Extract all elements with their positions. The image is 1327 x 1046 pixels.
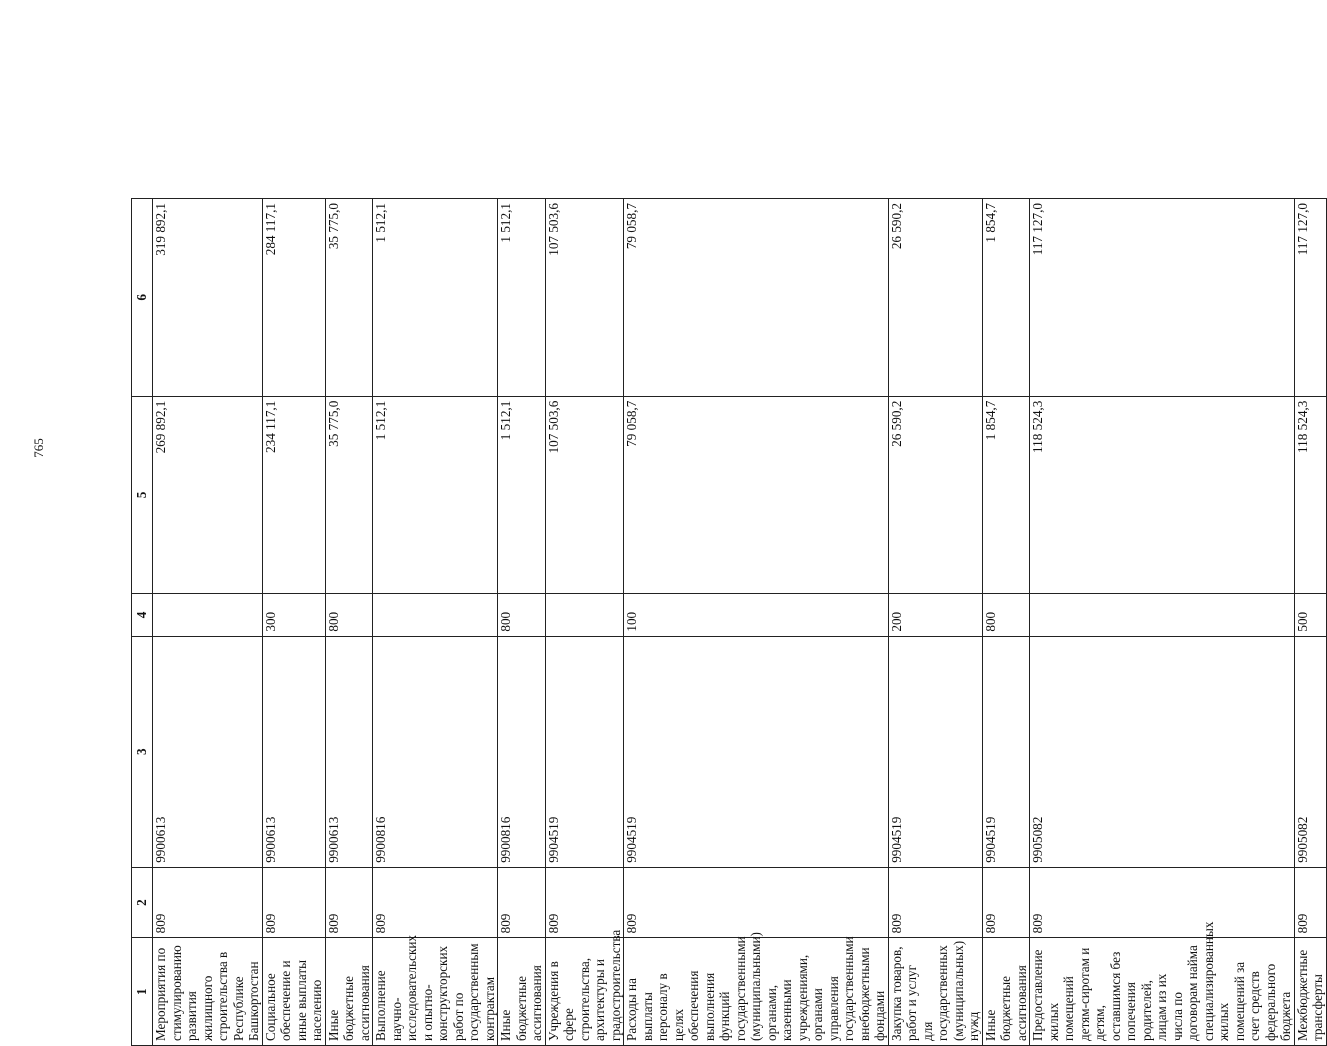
row-total: 35 775,0: [325, 199, 373, 397]
row-total: 1 512,1: [498, 199, 546, 397]
row-expense-type: 800: [325, 594, 373, 636]
row-amount: 1 512,1: [498, 396, 546, 594]
row-amount: 107 503,6: [545, 396, 624, 594]
row-amount: 26 590,2: [888, 396, 982, 594]
row-name: Иные бюджетные ассигнования: [982, 938, 1030, 1046]
row-target-code: 9900816: [498, 636, 546, 867]
row-total: 107 503,6: [545, 199, 624, 397]
row-total: 117 127,0: [1294, 199, 1326, 397]
row-name: Межбюджетные трансферты: [1294, 938, 1326, 1046]
table-row: [262, 199, 325, 1046]
header-col-4: 4: [132, 594, 153, 636]
row-target-code: 9904519: [545, 636, 624, 867]
table-row: [498, 199, 546, 1046]
row-amount: 79 058,7: [624, 396, 889, 594]
row-name: Выполнение научно-исследовательских и опытно-конструкторских работ по государственным контрактам: [373, 938, 498, 1046]
row-target-code: 9900613: [325, 636, 373, 867]
table-row: [982, 199, 1030, 1046]
row-ministry-code: 809: [624, 867, 889, 938]
row-amount: 35 775,0: [325, 396, 373, 594]
table-row: [624, 199, 889, 1046]
row-ministry-code: 809: [1294, 867, 1326, 938]
header-col-6: 6: [132, 199, 153, 397]
row-amount: 1 512,1: [373, 396, 498, 594]
row-target-code: 9900613: [262, 636, 325, 867]
row-amount: 269 892,1: [153, 396, 263, 594]
table-row: [1294, 199, 1326, 1046]
row-ministry-code: 809: [153, 867, 263, 938]
row-total: 79 058,7: [624, 199, 889, 397]
row-expense-type: [545, 594, 624, 636]
row-amount: 118 524,3: [1030, 396, 1295, 594]
header-col-1: 1: [132, 938, 153, 1046]
table-row: [373, 199, 498, 1046]
header-col-3: 3: [132, 636, 153, 867]
header-col-2: 2: [132, 867, 153, 938]
table-row: [325, 199, 373, 1046]
row-ministry-code: 809: [498, 867, 546, 938]
row-expense-type: 200: [888, 594, 982, 636]
row-ministry-code: 809: [373, 867, 498, 938]
table-row: [888, 199, 982, 1046]
table-row: [153, 199, 263, 1046]
row-target-code: 9900613: [153, 636, 263, 867]
row-total: 284 117,1: [262, 199, 325, 397]
row-target-code: 9904519: [982, 636, 1030, 867]
page-number: 765: [31, 438, 46, 458]
row-name: Учреждения в сфере строительства, архитектуры и градостроительства: [545, 938, 624, 1046]
row-total: 1 512,1: [373, 199, 498, 397]
row-total: 1 854,7: [982, 199, 1030, 397]
row-ministry-code: 809: [982, 867, 1030, 938]
row-name: Социальное обеспечение и иные выплаты населению: [262, 938, 325, 1046]
row-amount: 1 854,7: [982, 396, 1030, 594]
table-row: [545, 199, 624, 1046]
row-name: Закупка товаров, работ и услуг для государственных (муниципальных) нужд: [888, 938, 982, 1046]
row-target-code: 9904519: [888, 636, 982, 867]
row-expense-type: 800: [982, 594, 1030, 636]
row-expense-type: [373, 594, 498, 636]
row-name: Предоставление жилых помещений детям-сиротам и детям, оставшимся без попечения родителей, лицам из их числа по договорам найма специализированных жилых помещений за счет средств федерального бюджета: [1030, 938, 1295, 1046]
row-name: Расходы на выплаты персоналу в целях обеспечения выполнения функций государственными (муниципальными) органами, казенными учреждениями, органами управления государственными внебюджетными фондами: [624, 938, 889, 1046]
row-expense-type: [1030, 594, 1295, 636]
row-expense-type: 300: [262, 594, 325, 636]
row-ministry-code: 809: [325, 867, 373, 938]
row-target-code: 9904519: [624, 636, 889, 867]
row-amount: 234 117,1: [262, 396, 325, 594]
row-amount: 118 524,3: [1294, 396, 1326, 594]
budget-table: [131, 198, 1327, 1046]
row-expense-type: 500: [1294, 594, 1326, 636]
row-ministry-code: 809: [1030, 867, 1295, 938]
row-target-code: 9900816: [373, 636, 498, 867]
table-body: [153, 199, 1327, 1046]
row-total: 26 590,2: [888, 199, 982, 397]
row-expense-type: 800: [498, 594, 546, 636]
row-expense-type: [153, 594, 263, 636]
header-col-5: 5: [132, 396, 153, 594]
row-expense-type: 100: [624, 594, 889, 636]
table-header-row: [132, 199, 153, 1046]
row-ministry-code: 809: [545, 867, 624, 938]
budget-table-rotated: [131, 198, 1325, 1046]
row-name: Иные бюджетные ассигнования: [498, 938, 546, 1046]
row-total: 117 127,0: [1030, 199, 1295, 397]
row-total: 319 892,1: [153, 199, 263, 397]
table-row: [1030, 199, 1295, 1046]
row-name: Мероприятия по стимулированию развития жилищного строительства в Республике Башкортостан: [153, 938, 263, 1046]
row-ministry-code: 809: [262, 867, 325, 938]
row-target-code: 9905082: [1294, 636, 1326, 867]
row-name: Иные бюджетные ассигнования: [325, 938, 373, 1046]
row-ministry-code: 809: [888, 867, 982, 938]
row-target-code: 9905082: [1030, 636, 1295, 867]
